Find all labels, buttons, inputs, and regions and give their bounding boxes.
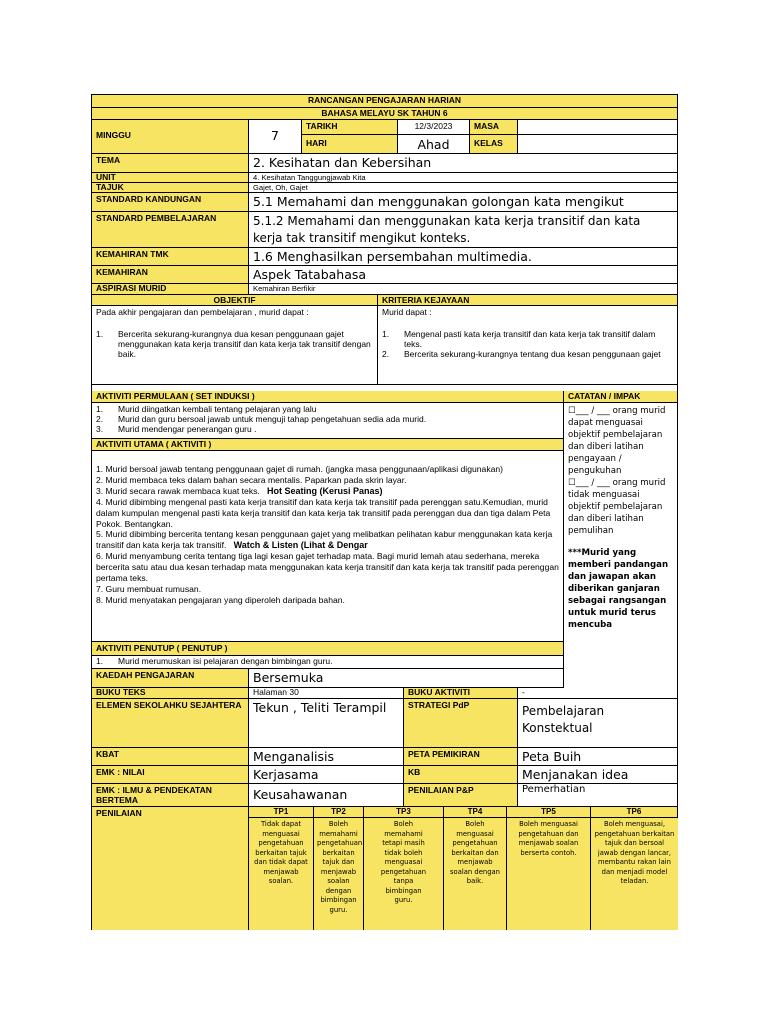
unit-value: 4. Kesihatan Tanggungjawab Kita — [249, 173, 678, 183]
kemahiran-value: Aspek Tatabahasa — [249, 266, 678, 284]
emk-nilai-label: EMK : NILAI — [92, 766, 249, 784]
penutup-box — [92, 656, 564, 669]
penilaian-pp-label: PENILAIAN P&P — [404, 784, 518, 807]
list-item: 1. Murid merumuskan isi pelajaran dengan bimbingan guru. — [96, 656, 333, 666]
kb-value: Menjanakan idea — [518, 766, 678, 784]
tp1-desc: Tidak dapat menguasai pengetahuan berkaitan tajuk dan tidak dapat menjawab soalan. — [249, 818, 314, 930]
minggu-value: 7 — [249, 120, 302, 154]
sk-value: 5.1 Memahami dan menggunakan golongan kata mengikut — [249, 193, 678, 212]
kaedah-value: Bersemuka — [249, 669, 564, 688]
bukuaktiviti-value: - — [518, 688, 678, 699]
list-item: 1. Mengenal pasti kata kerja transitif dan kata kerja tak transitif dalam teks. — [382, 329, 656, 349]
tp3-desc: Boleh memahami tetapi masih tidak boleh menguasai pengetahuan tanpa bimbingan guru. — [364, 818, 444, 930]
tp3-head: TP3 — [364, 807, 444, 818]
emk-nilai-value: Kerjasama — [249, 766, 404, 784]
utama-step-1: 1. Murid bersoal jawab tentang penggunaan gajet di rumah. (jangka masa penggunaan/aplikasi digunakan) — [96, 464, 504, 474]
peta-value: Peta Buih — [518, 748, 678, 766]
catatan-not-mastered: ☐___ / ___ orang murid tidak menguasai objektif pembelajaran dan diberi latihan pemulihan — [568, 478, 666, 536]
watch-listen-strategy: Watch & Listen (Lihat & Dengar — [233, 540, 368, 551]
utama-step-2: 2. Murid membaca teks dalam bahan secara mentalis. Paparkan pada skrin layar. — [96, 474, 407, 485]
kb-label: KB — [404, 766, 518, 784]
tp6-head: TP6 — [591, 807, 678, 818]
objektif-box — [92, 306, 378, 385]
penilaian-pp-value: Pemerhatian — [518, 784, 678, 807]
tarikh-label: TARIKH — [302, 120, 398, 135]
tajuk-value: Gajet, Oh, Gajet — [249, 183, 678, 193]
sk-label: STANDARD KANDUNGAN — [92, 193, 249, 212]
catatan-label: CATATAN / IMPAK — [564, 391, 678, 403]
kbat-value: Menganalisis — [249, 748, 404, 766]
list-item: 1. Murid diingatkan kembali tentang pelajaran yang lalu — [96, 404, 317, 414]
kelas-value — [518, 135, 678, 154]
objektif-intro: Pada akhir pengajaran dan pembelajaran , murid dapat : — [96, 307, 309, 317]
utama-step-6: 6. Murid menyambung cerita tentang tiga lagi kesan gajet terhadap mata. Bagi murid lemah atau sederhana, mereka bercerita satu atau dua kesan terhadap mata menggunakan kata kerja transitif dan kata kerja tak transitif pada perenggan pertama teks. — [96, 551, 559, 584]
tajuk-label: TAJUK — [92, 183, 249, 193]
tp6-desc: Boleh menguasai, pengetahuan berkaitan tajuk dan bersoal jawab dengan lancar, membantu rakan lain dan menjadi model teladan. — [591, 818, 678, 930]
kriteria-list — [382, 329, 673, 359]
tp1-head: TP1 — [249, 807, 314, 818]
tmk-value: 1.6 Menghasilkan persembahan multimedia. — [249, 248, 678, 266]
minggu-label: MINGGU — [92, 120, 249, 154]
catatan-note: ***Murid yang memberi pandangan dan jawapan akan diberikan ganjaran sebagai rangsangan untuk murid terus mencuba — [568, 548, 669, 630]
kelas-label: KELAS — [470, 135, 518, 154]
unit-label: UNIT — [92, 173, 249, 183]
kriteria-intro: Murid dapat : — [382, 307, 432, 317]
lesson-plan-sheet — [91, 94, 678, 930]
peta-label: PETA PEMIKIRAN — [404, 748, 518, 766]
bukuteks-label: BUKU TEKS — [92, 688, 249, 699]
elemen-label: ELEMEN SEKOLAHKU SEJAHTERA — [92, 699, 249, 748]
kriteria-box — [378, 306, 678, 385]
utama-step-7: 7. Guru membuat rumusan. — [96, 583, 202, 594]
permulaan-list — [96, 404, 559, 434]
penutup-label: AKTIVITI PENUTUP ( PENUTUP ) — [92, 642, 564, 656]
strategi-value: Pembelajaran Konstektual — [518, 699, 678, 748]
masa-value — [518, 120, 678, 135]
kbat-label: KBAT — [92, 748, 249, 766]
tp5-head: TP5 — [507, 807, 591, 818]
objektif-list — [96, 329, 373, 359]
emk-ilmu-value: Keusahawanan — [249, 784, 404, 807]
utama-step-5: 5. Murid dibimbing bercerita tentang kesan penggunaan gajet yang melibatkan pelihatan kabur menggunakan kata kerja transitif dan kata kerja tak transitif. Watch & Listen (Lihat & Dengar — [96, 529, 553, 551]
elemen-value: Tekun , Teliti Terampil — [249, 699, 404, 748]
utama-box — [92, 451, 564, 642]
permulaan-box — [92, 403, 564, 439]
kemahiran-label: KEMAHIRAN — [92, 266, 249, 284]
utama-label: AKTIVITI UTAMA ( AKTIVITI ) — [92, 439, 564, 451]
sp-value: 5.1.2 Memahami dan menggunakan kata kerja transitif dan kata kerja tak transitif mengikut konteks. — [249, 212, 678, 248]
utama-step-3: 3. Murid secara rawak membaca kuat teks. Hot Seating (Kerusi Panas) — [96, 485, 383, 496]
tp2-desc: Boleh memahami pengetahuan berkaitan tajuk dan menjawab soalan dengan bimbingan guru. — [314, 818, 364, 930]
tema-value: 2. Kesihatan dan Kebersihan — [249, 154, 678, 173]
masa-label: MASA — [470, 120, 518, 135]
aspirasi-label: ASPIRASI MURID — [92, 284, 249, 295]
tp4-desc: Boleh menguasai pengetahuan berkaitan dan menjawab soalan dengan baik. — [444, 818, 507, 930]
utama-step-8: 8. Murid menyatakan pengajaran yang diperoleh daripada bahan. — [96, 594, 345, 605]
tp5-desc: Boleh menguasai pengetahuan dan menjawab soalan berserta contoh. — [507, 818, 591, 930]
utama-step-4: 4. Murid dibimbing mengenal pasti kata kerja transitif dan kata kerja tak transitif pada perenggan satu.Kemudian, murid dalam kumpulan mengenal pasti kata kerja transitif dan kata kerja tak transitif pada perenggan dua dan tiga dalam Peta Pokok. Bentangkan. — [96, 496, 551, 529]
tp2-head: TP2 — [314, 807, 364, 818]
hot-seating-strategy: Hot Seating (Kerusi Panas) — [267, 485, 383, 496]
kriteria-label: KRITERIA KEJAYAAN — [378, 295, 678, 306]
permulaan-label: AKTIVITI PERMULAAN ( SET INDUKSI ) — [92, 391, 564, 403]
aspirasi-value: Kemahiran Berfikir — [249, 284, 678, 295]
sp-label: STANDARD PEMBELAJARAN — [92, 212, 249, 248]
list-item: 2. Murid dan guru bersoal jawab untuk menguji tahap pengetahuan sedia ada murid. — [96, 414, 427, 424]
list-item: 2. Bercerita sekurang-kurangnya tentang dua kesan penggunaan gajet — [382, 349, 661, 359]
bukuteks-value: Halaman 30 — [249, 688, 404, 699]
catatan-mastered: ☐___ / ___ orang murid dapat menguasai objektif pembelajaran dan diberi latihan pengayaan / pengukuhan — [568, 406, 666, 476]
tema-label: TEMA — [92, 154, 249, 173]
plan-title: RANCANGAN PENGAJARAN HARIAN — [92, 95, 678, 108]
list-item: 3. Murid mendengar penerangan guru . — [96, 424, 257, 434]
plan-subtitle: BAHASA MELAYU SK TAHUN 6 — [92, 108, 678, 120]
hari-value: Ahad — [398, 135, 470, 154]
objektif-label: OBJEKTIF — [92, 295, 378, 306]
bukuaktiviti-label: BUKU AKTIVITI — [404, 688, 518, 699]
kaedah-label: KAEDAH PENGAJARAN — [92, 669, 249, 688]
penilaian-label: PENILAIAN — [92, 807, 249, 930]
emk-ilmu-label: EMK : ILMU & PENDEKATAN BERTEMA — [92, 784, 249, 807]
tmk-label: KEMAHIRAN TMK — [92, 248, 249, 266]
list-item: 1. Bercerita sekurang-kurangnya dua kesan penggunaan gajet menggunakan kata kerja transitif dan kata kerja tak transitif dengan baik. — [96, 329, 371, 359]
tp4-head: TP4 — [444, 807, 507, 818]
strategi-label: STRATEGI PdP — [404, 699, 518, 748]
hari-label: HARI — [302, 135, 398, 154]
tarikh-value: 12/3/2023 — [398, 120, 470, 135]
